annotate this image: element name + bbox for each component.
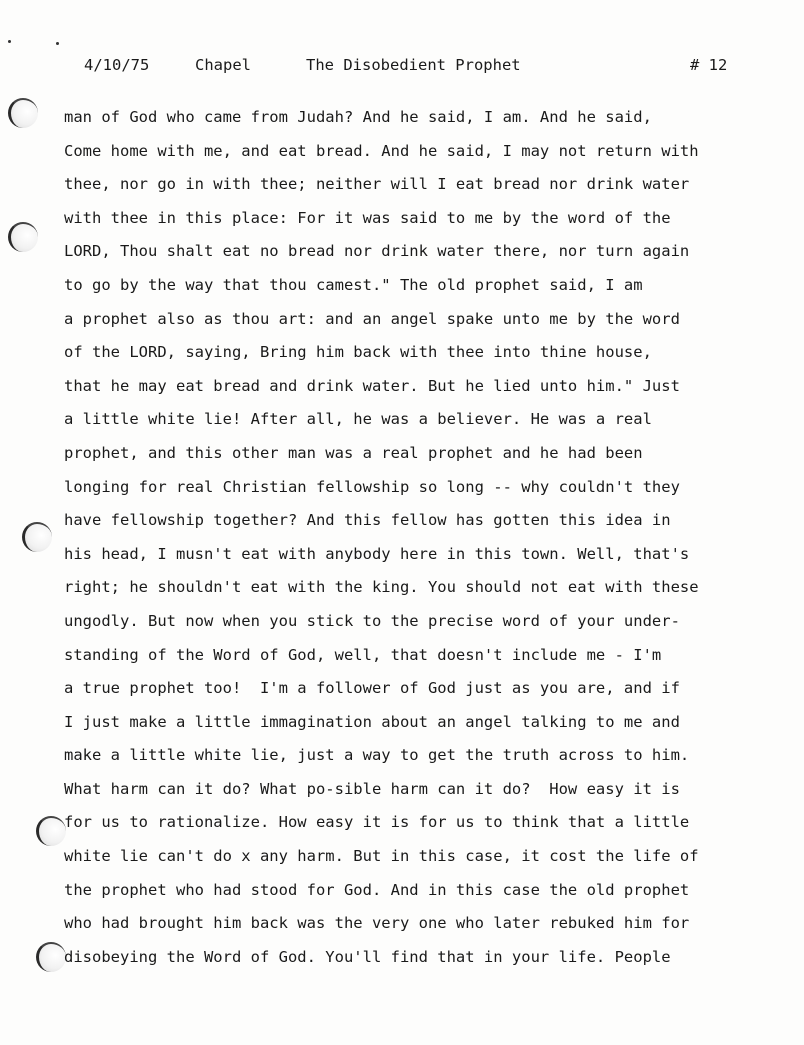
text-line: with thee in this place: For it was said to me by the word of the: [64, 208, 671, 227]
text-line: What harm can it do? What po-sible harm can it do? How easy it is: [64, 779, 680, 798]
text-line: right; he shouldn't eat with the king. You should not eat with these: [64, 578, 699, 597]
punch-hole-icon: [8, 222, 38, 252]
document-body: [64, 104, 784, 977]
text-line: to go by the way that thou camest." The old prophet said, I am: [64, 275, 643, 294]
text-line: man of God who came from Judah? And he said, I am. And he said,: [64, 108, 652, 126]
text-line: longing for real Christian fellowship so long -- why couldn't they: [64, 477, 680, 496]
text-line: for us to rationalize. How easy it is for us to think that a little: [64, 813, 690, 832]
scan-speck-icon: [8, 40, 11, 43]
text-line: LORD, Thou shalt eat no bread nor drink water there, nor turn again: [64, 242, 690, 261]
text-line: disobeying the Word of God. You'll find that in your life. People: [64, 947, 671, 966]
text-line: standing of the Word of God, well, that doesn't include me - I'm: [64, 645, 662, 664]
scan-speck-icon: [56, 42, 59, 45]
punch-hole-icon: [22, 522, 52, 552]
text-line: prophet, and this other man was a real prophet and he had been: [64, 443, 643, 462]
page-header: [0, 56, 804, 78]
punch-hole-icon: [36, 942, 66, 972]
text-line: thee, nor go in with thee; neither will I eat bread nor drink water: [64, 175, 690, 194]
text-line: the prophet who had stood for God. And in this case the old prophet: [64, 880, 690, 899]
text-line: make a little white lie, just a way to get the truth across to him.: [64, 746, 690, 765]
text-line: a prophet also as thou art: and an angel spake unto me by the word: [64, 309, 680, 328]
text-line: Come home with me, and eat bread. And he said, I may not return with: [64, 141, 699, 160]
text-line: a true prophet too! I'm a follower of God just as you are, and if: [64, 679, 680, 698]
header-date: 4/10/75: [84, 56, 150, 74]
text-line: ungodly. But now when you stick to the precise word of your under-: [64, 611, 680, 630]
text-line: I just make a little immagination about an angel talking to me and: [64, 712, 680, 731]
text-line: that he may eat bread and drink water. But he lied unto him." Just: [64, 376, 680, 395]
punch-hole-icon: [36, 816, 66, 846]
header-page-number: # 12: [690, 56, 728, 74]
text-line: have fellowship together? And this fellow has gotten this idea in: [64, 511, 671, 530]
text-line: white lie can't do x any harm. But in this case, it cost the life of: [64, 847, 699, 866]
text-line: his head, I musn't eat with anybody here in this town. Well, that's: [64, 544, 690, 563]
punch-hole-icon: [8, 98, 38, 128]
text-line: who had brought him back was the very one who later rebuked him for: [64, 914, 690, 933]
text-line: a little white lie! After all, he was a believer. He was a real: [64, 410, 652, 429]
text-line: of the LORD, saying, Bring him back with thee into thine house,: [64, 343, 652, 362]
header-place: Chapel: [195, 56, 251, 74]
header-title: The Disobedient Prophet: [306, 56, 521, 74]
